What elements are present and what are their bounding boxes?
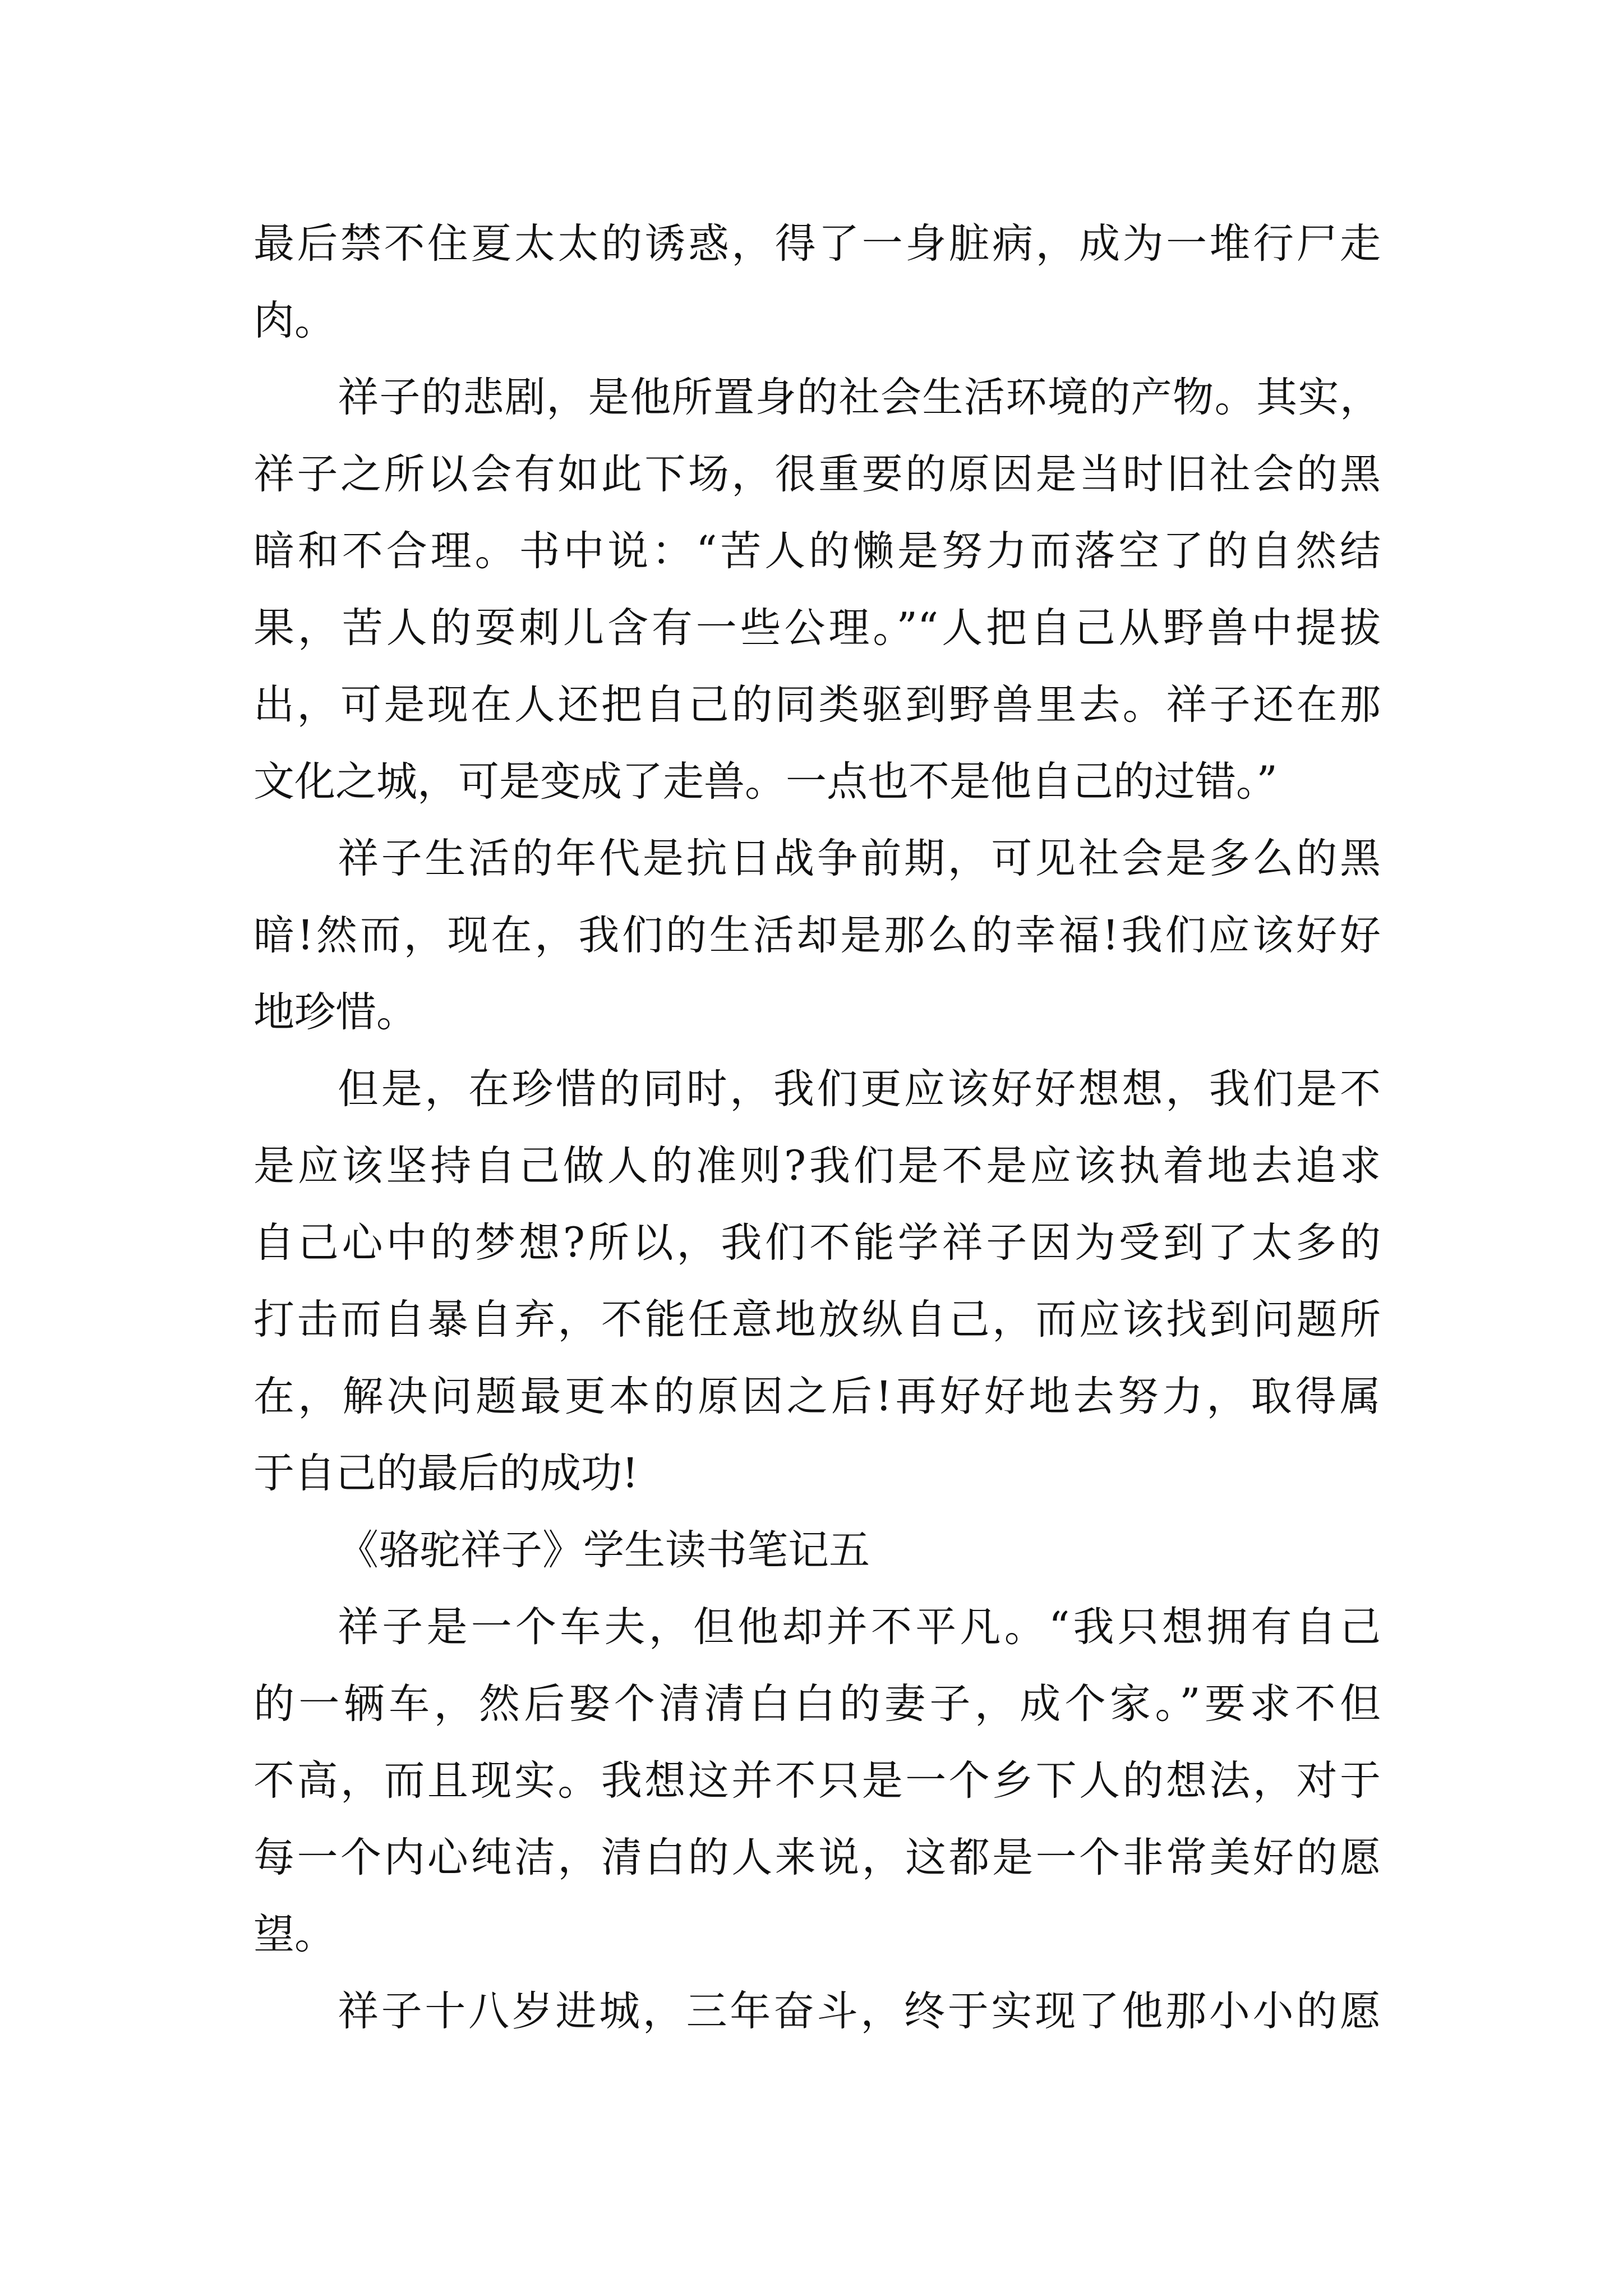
paragraph-start-line: 祥子是一个车夫，但他却并不平凡。“我只想拥有自己 (338, 1603, 1381, 1651)
paragraph-start-line: 祥子十八岁进城，三年奋斗，终于实现了他那小小的愿 (338, 1987, 1381, 2035)
text-line: 是应该坚持自己做人的准则?我们是不是应该执着地去追求 (253, 1142, 1381, 1190)
text-line: 在，解决问题最更本的原因之后!再好好地去努力，取得属 (253, 1373, 1381, 1420)
text-line: 文化之城，可是变成了走兽。一点也不是他自己的过错。” (253, 758, 1278, 806)
text-line: 果，苦人的耍刺儿含有一些公理。”“人把自己从野兽中提拔 (253, 604, 1381, 652)
text-line: 不高，而且现实。我想这并不只是一个乡下人的想法，对于 (253, 1757, 1381, 1805)
text-line: 于自己的最后的成功! (253, 1450, 639, 1497)
text-line: 望。 (253, 1911, 335, 1958)
text-line: 打击而自暴自弃，不能任意地放纵自己，而应该找到问题所 (253, 1296, 1381, 1343)
section-heading: 《骆驼祥子》学生读书笔记五 (338, 1526, 870, 1574)
text-line: 地珍惜。 (253, 988, 417, 1036)
text-line: 最后禁不住夏太太的诱惑，得了一身脏病，成为一堆行尸走 (253, 220, 1381, 268)
paragraph-start-line: 祥子生活的年代是抗日战争前期，可见社会是多么的黑 (338, 835, 1381, 882)
text-line: 暗和不合理。书中说：“苦人的懒是努力而落空了的自然结 (253, 527, 1381, 575)
text-line: 暗!然而，现在，我们的生活却是那么的幸福!我们应该好好 (253, 912, 1381, 959)
text-line: 自己心中的梦想?所以，我们不能学祥子因为受到了太多的 (253, 1219, 1381, 1267)
paragraph-start-line: 但是，在珍惜的同时，我们更应该好好想想，我们是不 (338, 1065, 1381, 1113)
paragraph-start-line: 祥子的悲剧，是他所置身的社会生活环境的产物。其实， (338, 374, 1381, 421)
text-line: 每一个内心纯洁，清白的人来说，这都是一个非常美好的愿 (253, 1834, 1381, 1881)
text-line: 的一辆车，然后娶个清清白白的妻子，成个家。”要求不但 (253, 1680, 1381, 1728)
text-line: 肉。 (253, 297, 335, 344)
text-line: 祥子之所以会有如此下场，很重要的原因是当时旧社会的黑 (253, 450, 1381, 498)
text-line: 出，可是现在人还把自己的同类驱到野兽里去。祥子还在那 (253, 681, 1381, 729)
